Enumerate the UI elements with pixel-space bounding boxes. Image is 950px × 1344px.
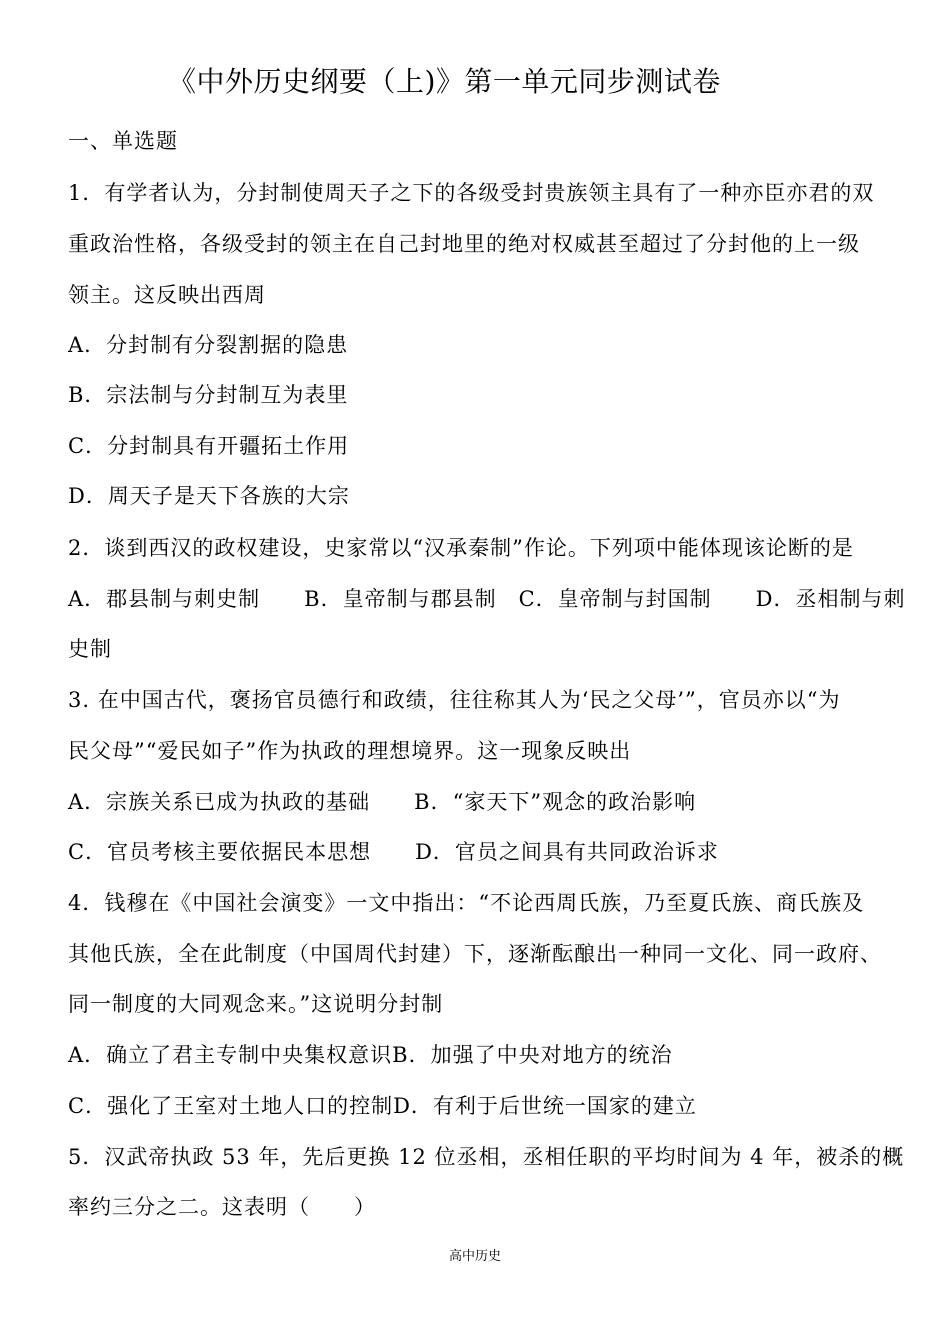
question-5-stem-line-1: 5．汉武帝执政 53 年，先后更换 12 位丞相，丞相任职的平均时间为 4 年，被杀的概	[68, 1145, 905, 1169]
question-1-stem-line-1: 1．有学者认为，分封制使周天子之下的各级受封贵族领主具有了一种亦臣亦君的双	[68, 181, 875, 205]
question-3-options-ab: A．宗族关系已成为执政的基础 B．“家天下”观念的政治影响	[68, 790, 697, 814]
question-2-options-continued: 史制	[68, 637, 112, 661]
question-1-option-d: D．周天子是天下各族的大宗	[68, 484, 350, 508]
question-3-stem-line-2: 民父母”“爱民如子”作为执政的理想境界。这一现象反映出	[68, 739, 632, 763]
question-5-stem-line-2: 率约三分之二。这表明（ ）	[68, 1195, 376, 1219]
question-4-stem-line-3: 同一制度的大同观念来。”这说明分封制	[68, 992, 444, 1016]
question-1-option-c: C．分封制具有开疆拓土作用	[68, 434, 350, 458]
question-1-stem-line-3: 领主。这反映出西周	[68, 283, 266, 307]
section-heading: 一、单选题	[68, 129, 178, 153]
page-footer: 高中历史	[448, 1249, 501, 1264]
question-4-options-cd: C．强化了王室对土地人口的控制D．有利于后世统一国家的建立	[68, 1094, 697, 1118]
question-2-stem: 2．谈到西汉的政权建设，史家常以“汉承秦制”作论。下列项中能体现该论断的是	[68, 536, 854, 560]
question-2-options: A．郡县制与刺史制 B．皇帝制与郡县制 C．皇帝制与封国制 D．丞相制与刺	[68, 587, 906, 611]
question-4-stem-line-1: 4．钱穆在《中国社会演变》一文中指出：“不论西周氏族，乃至夏氏族、商氏族及	[68, 891, 865, 915]
question-3-stem-line-1: 3. 在中国古代，褒扬官员德行和政绩，往往称其人为‘民之父母’”，官员亦以“为	[68, 688, 841, 712]
question-1-option-b: B．宗法制与分封制互为表里	[68, 383, 349, 407]
question-4-stem-line-2: 其他氏族，全在此制度（中国周代封建）下，逐渐酝酿出一种同一文化、同一政府、	[68, 942, 882, 966]
question-4-options-ab: A．确立了君主专制中央集权意识B．加强了中央对地方的统治	[68, 1043, 673, 1067]
question-1-option-a: A．分封制有分裂割据的隐患	[68, 333, 349, 357]
question-1-stem-line-2: 重政治性格，各级受封的领主在自己封地里的绝对权威甚至超过了分封他的上一级	[68, 232, 860, 256]
question-3-options-cd: C．官员考核主要依据民本思想 D．官员之间具有共同政治诉求	[68, 840, 719, 864]
page-title: 《中外历史纲要（上)》第一单元同步测试卷	[168, 65, 721, 98]
